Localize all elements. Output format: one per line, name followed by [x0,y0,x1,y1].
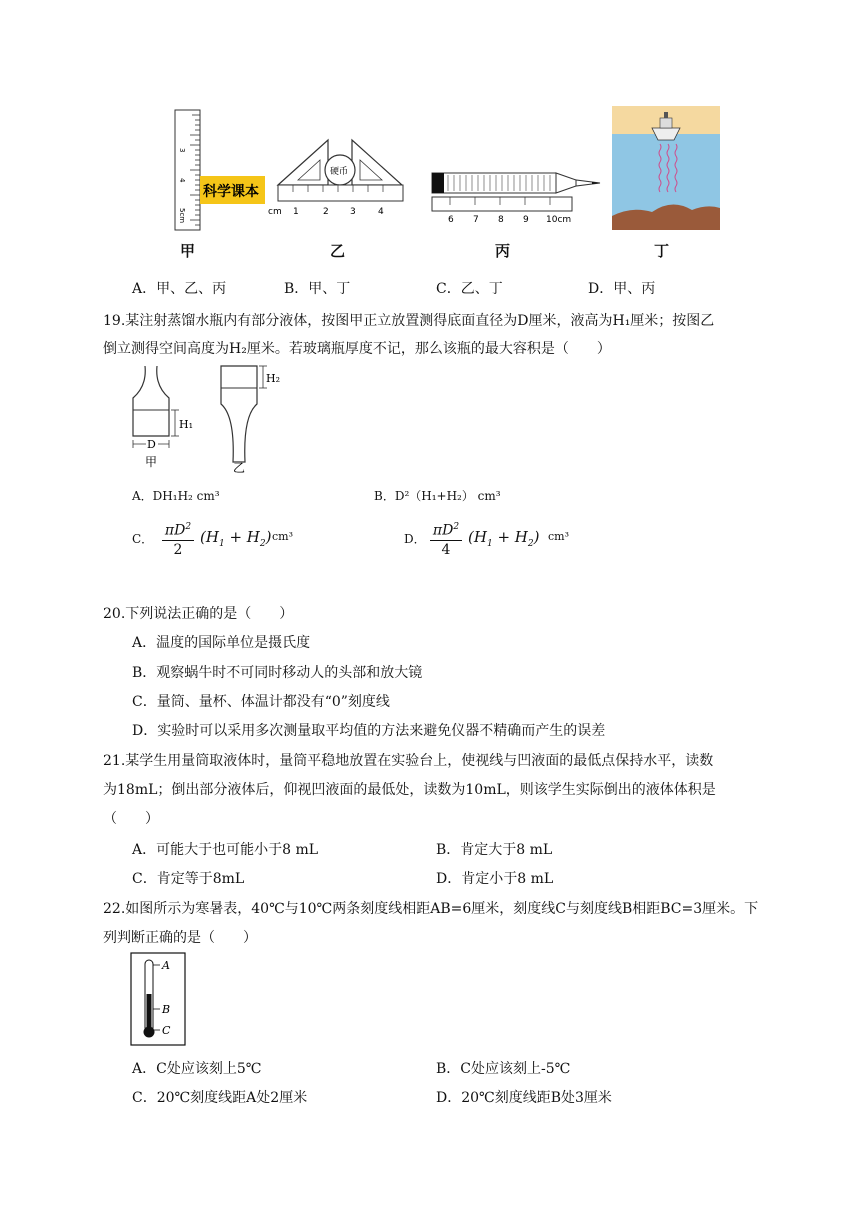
label-h1: H₁ [179,418,194,431]
q21-option-d[interactable]: D．肯定小于8 mL [436,871,554,887]
label-h2: H₂ [266,372,281,385]
q21-option-c[interactable]: C．肯定等于8mL [132,871,245,887]
q22-stem-line1: 22.如图所示为寒暑表，40℃与10℃两条刻度线相距AB=6厘米，刻度线C与刻度线B相距BC=3厘米。下 [103,901,759,917]
figure-bing-pencil [430,165,610,230]
q22-option-b[interactable]: B．C处应该刻上-5℃ [436,1061,571,1077]
ruler-num-1: 1 [293,207,299,217]
q18-option-a[interactable]: A．甲、乙、丙 [132,281,227,297]
thermo-label-b: B [162,1003,171,1016]
ruler-tick-5cm: 5cm [178,208,186,224]
caption-bing: 丙 [495,242,511,260]
formula-c-denominator: 2 [173,541,183,558]
ruler-num-4: 4 [378,207,384,217]
q22-option-d[interactable]: D．20℃刻度线距B处3厘米 [436,1090,612,1106]
q19-option-b[interactable]: B．D²（H₁+H₂） cm³ [374,489,501,503]
q20-option-c[interactable]: C．量筒、量杯、体温计都没有“0”刻度线 [132,694,390,710]
q19-option-d-prefix: D． [404,532,426,546]
q19-stem-line1: 19.某注射蒸馏水瓶内有部分液体，按图甲正立放置测得底面直径为D厘米，液高为H₁厘米；按图乙 [103,313,715,329]
q20-option-d[interactable]: D．实验时可以采用多次测量取平均值的方法来避免仪器不精确而产生的误差 [132,723,606,739]
thermo-label-c: C [162,1024,171,1037]
caption-ding: 丁 [654,242,670,260]
q21-option-b[interactable]: B．肯定大于8 mL [436,842,553,858]
ruler-num-9: 9 [523,215,529,225]
ruler-num-2: 2 [323,207,329,217]
ruler-tick-3: 3 [178,148,186,153]
caption-jia: 甲 [180,242,196,260]
figure-bottles [125,362,281,475]
q21-stem-line3: （ ） [103,811,159,827]
q19-option-c-prefix: C． [132,532,154,546]
ruler-num-7: 7 [473,215,479,225]
thermo-label-a: A [162,959,170,972]
q18-option-d[interactable]: D．甲、丙 [588,281,656,297]
q19-option-a[interactable]: A．DH₁H₂ cm³ [132,489,220,503]
q19-option-d-unit: cm³ [548,530,570,543]
figure-thermometer [130,952,186,1046]
book-label: 科学课本 [203,184,259,200]
q19-stem-line2: 倒立测得空间高度为H₂厘米。若玻璃瓶厚度不记，那么该瓶的最大容积是（ ） [103,341,611,357]
q18-option-b[interactable]: B．甲、丁 [284,281,351,297]
q18-option-c[interactable]: C．乙、丁 [436,281,503,297]
label-jia: 甲 [145,455,158,469]
label-d: D [147,438,156,451]
label-yi: 乙 [233,461,246,475]
q22-stem-line2: 列判断正确的是（ ） [103,930,257,946]
q21-stem-line1: 21.某学生用量筒取液体时，量筒平稳地放置在实验台上，使视线与凹液面的最低点保持水平，读数 [103,753,714,769]
q19-option-c-unit: cm³ [272,530,294,543]
ruler-num-10cm: 10cm [546,215,572,225]
q20-stem: 20.下列说法正确的是（ ） [103,606,294,622]
coin-label: 硬币 [330,167,349,177]
formula-d-fraction: $\pi D^2$ 4 [430,518,462,559]
q21-option-a[interactable]: A．可能大于也可能小于8 mL [132,842,319,858]
q22-option-a[interactable]: A．C处应该刻上5℃ [132,1061,262,1077]
figure-jia-ruler [170,110,270,235]
formula-d-denominator: 4 [441,541,451,558]
ruler-tick-4: 4 [178,178,186,183]
figure-yi-triangles [268,130,408,230]
caption-yi: 乙 [330,242,346,260]
q21-stem-line2: 为18mL；倒出部分液体后，仰视凹液面的最低处，读数为10mL，则该学生实际倒出的液体体积是 [103,782,716,798]
q22-option-c[interactable]: C．20℃刻度线距A处2厘米 [132,1090,308,1106]
ruler-num-6: 6 [448,215,454,225]
formula-c-paren: $(H_1 + H_2)$ [200,528,272,549]
figure-ding-sonar [612,106,720,230]
ruler-num-8: 8 [498,215,504,225]
ruler-unit: cm [268,207,282,217]
q20-option-a[interactable]: A．温度的国际单位是摄氏度 [132,635,311,651]
ruler-num-3: 3 [350,207,356,217]
formula-c-fraction: $\pi D^2$ 2 [162,518,194,559]
formula-d-paren: $(H_1 + H_2)$ [468,528,540,549]
q20-option-b[interactable]: B．观察蜗牛时不可同时移动人的头部和放大镜 [132,665,423,681]
